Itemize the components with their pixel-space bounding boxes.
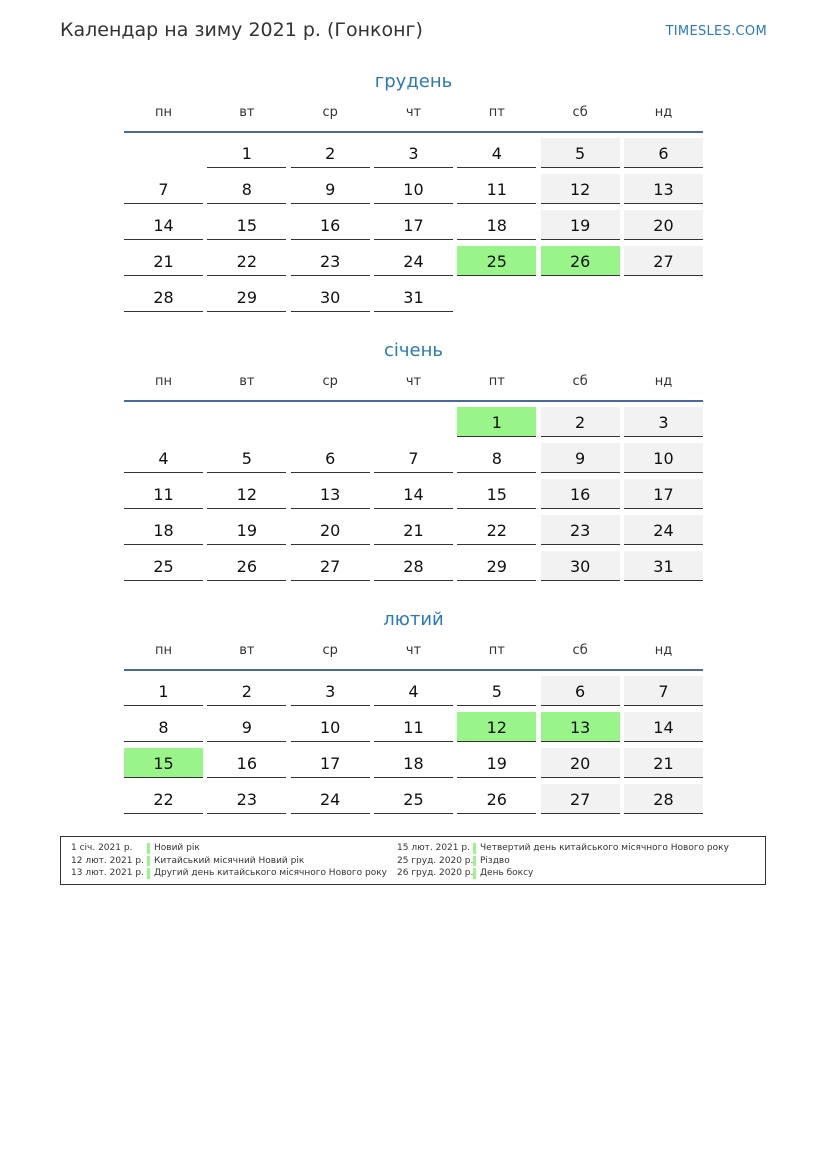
day-cell: 8 xyxy=(207,174,286,204)
weekday-label: пн xyxy=(155,643,172,658)
legend-item xyxy=(397,867,534,880)
weekend-day-cell: 30 xyxy=(541,551,620,581)
day-cell: 1 xyxy=(124,676,203,706)
day-cell: 25 xyxy=(124,551,203,581)
legend-holiday-name: Різдво xyxy=(480,855,510,866)
day-cell: 7 xyxy=(374,443,453,473)
day-cell: 3 xyxy=(291,676,370,706)
weekday-label: ср xyxy=(322,105,338,120)
month-january xyxy=(124,336,703,581)
weekend-day-cell: 27 xyxy=(624,246,703,276)
weekday-label: пт xyxy=(488,643,505,658)
weekday-label: пт xyxy=(488,105,505,120)
legend-date: 25 груд. 2020 р. xyxy=(397,855,474,866)
weekend-day-cell: 17 xyxy=(624,479,703,509)
weekend-day-cell: 23 xyxy=(541,515,620,545)
weekend-day-cell: 28 xyxy=(624,784,703,814)
day-cell: 16 xyxy=(207,748,286,778)
day-cell: 5 xyxy=(207,443,286,473)
day-cell: 26 xyxy=(207,551,286,581)
weekday-label: вт xyxy=(239,105,255,120)
weekday-label: нд xyxy=(654,643,673,658)
day-grid xyxy=(124,407,703,581)
day-cell: 14 xyxy=(374,479,453,509)
day-cell: 14 xyxy=(124,210,203,240)
day-cell: 3 xyxy=(374,138,453,168)
day-cell: 22 xyxy=(124,784,203,814)
weekday-label: вт xyxy=(239,643,255,658)
empty-cell xyxy=(291,407,370,437)
day-cell: 5 xyxy=(457,676,536,706)
weekday-label: нд xyxy=(654,374,673,389)
weekend-day-cell: 14 xyxy=(624,712,703,742)
day-cell: 7 xyxy=(124,174,203,204)
empty-cell xyxy=(374,407,453,437)
holiday-color-marker xyxy=(147,856,150,867)
day-cell: 19 xyxy=(457,748,536,778)
day-cell: 28 xyxy=(374,551,453,581)
month-name: грудень xyxy=(374,71,453,92)
legend-date: 13 лют. 2021 р. xyxy=(71,868,144,878)
weekday-label: пн xyxy=(155,374,172,389)
day-cell: 24 xyxy=(374,246,453,276)
holiday-day-cell: 26 xyxy=(541,246,620,276)
month-february xyxy=(124,605,703,814)
day-cell: 4 xyxy=(124,443,203,473)
holiday-day-cell: 13 xyxy=(541,712,620,742)
legend-holiday-name: Другий день китайського місячного Нового року xyxy=(154,868,387,878)
day-cell: 21 xyxy=(374,515,453,545)
legend-date: 26 груд. 2020 р. xyxy=(397,868,474,878)
day-cell: 29 xyxy=(457,551,536,581)
weekday-label: нд xyxy=(654,105,673,120)
weekend-day-cell: 16 xyxy=(541,479,620,509)
legend-item xyxy=(71,842,200,855)
legend-column-left xyxy=(71,842,387,880)
day-cell: 6 xyxy=(291,443,370,473)
day-cell: 22 xyxy=(457,515,536,545)
legend-holiday-name: Четвертий день китайського місячного Нового року xyxy=(480,843,729,853)
legend-item xyxy=(397,842,729,855)
day-cell: 27 xyxy=(291,551,370,581)
day-cell: 2 xyxy=(291,138,370,168)
weekday-label: сб xyxy=(572,105,588,120)
weekday-label: чт xyxy=(405,643,422,658)
weekday-label: пт xyxy=(488,374,505,389)
header-divider xyxy=(124,131,703,133)
weekend-day-cell: 3 xyxy=(624,407,703,437)
day-cell: 30 xyxy=(291,282,370,312)
page-title: Календар на зиму 2021 р. (Гонконг) xyxy=(60,19,423,41)
holiday-day-cell: 15 xyxy=(124,748,203,778)
legend-item xyxy=(71,867,387,880)
weekday-header xyxy=(124,641,703,669)
legend-date: 1 січ. 2021 р. xyxy=(71,843,133,853)
weekend-day-cell: 2 xyxy=(541,407,620,437)
weekend-day-cell: 31 xyxy=(624,551,703,581)
day-cell: 19 xyxy=(207,515,286,545)
weekday-label: ср xyxy=(322,374,338,389)
day-cell: 22 xyxy=(207,246,286,276)
legend-date: 15 лют. 2021 р. xyxy=(397,843,470,853)
legend-holiday-name: Китайський місячний Новий рік xyxy=(154,855,305,866)
month-december xyxy=(124,67,703,312)
legend-date: 12 лют. 2021 р. xyxy=(71,855,144,866)
holiday-color-marker xyxy=(473,843,476,854)
weekday-header xyxy=(124,372,703,400)
weekday-label: сб xyxy=(572,374,588,389)
weekend-day-cell: 5 xyxy=(541,138,620,168)
day-cell: 9 xyxy=(207,712,286,742)
day-cell: 16 xyxy=(291,210,370,240)
empty-cell xyxy=(457,282,536,312)
day-cell: 26 xyxy=(457,784,536,814)
legend-holiday-name: День боксу xyxy=(480,868,534,878)
day-cell: 18 xyxy=(374,748,453,778)
day-cell: 17 xyxy=(374,210,453,240)
weekday-label: чт xyxy=(405,374,422,389)
weekend-day-cell: 12 xyxy=(541,174,620,204)
weekend-day-cell: 6 xyxy=(541,676,620,706)
empty-cell xyxy=(207,407,286,437)
day-cell: 24 xyxy=(291,784,370,814)
holiday-color-marker xyxy=(147,868,150,879)
day-cell: 4 xyxy=(457,138,536,168)
day-cell: 18 xyxy=(124,515,203,545)
empty-cell xyxy=(124,407,203,437)
weekend-day-cell: 20 xyxy=(624,210,703,240)
legend-item xyxy=(397,855,510,868)
brand-link[interactable]: TIMESLES.COM xyxy=(665,24,767,39)
legend-item xyxy=(71,855,305,868)
day-cell: 15 xyxy=(457,479,536,509)
holiday-color-marker xyxy=(473,868,476,879)
day-cell: 9 xyxy=(291,174,370,204)
holiday-color-marker xyxy=(147,843,150,854)
day-grid xyxy=(124,138,703,312)
day-cell: 17 xyxy=(291,748,370,778)
day-cell: 11 xyxy=(374,712,453,742)
holiday-day-cell: 25 xyxy=(457,246,536,276)
holiday-legend xyxy=(60,836,766,885)
weekend-day-cell: 13 xyxy=(624,174,703,204)
day-cell: 23 xyxy=(207,784,286,814)
day-cell: 18 xyxy=(457,210,536,240)
weekday-label: ср xyxy=(322,643,338,658)
weekday-label: чт xyxy=(405,105,422,120)
weekday-label: сб xyxy=(572,643,588,658)
day-cell: 21 xyxy=(124,246,203,276)
day-cell: 28 xyxy=(124,282,203,312)
weekend-day-cell: 27 xyxy=(541,784,620,814)
weekend-day-cell: 20 xyxy=(541,748,620,778)
day-cell: 12 xyxy=(207,479,286,509)
day-cell: 20 xyxy=(291,515,370,545)
legend-column-right xyxy=(397,842,729,880)
empty-cell xyxy=(624,282,703,312)
day-cell: 23 xyxy=(291,246,370,276)
header-divider xyxy=(124,669,703,671)
day-cell: 15 xyxy=(207,210,286,240)
holiday-day-cell: 12 xyxy=(457,712,536,742)
day-cell: 10 xyxy=(374,174,453,204)
day-cell: 10 xyxy=(291,712,370,742)
day-cell: 4 xyxy=(374,676,453,706)
empty-cell xyxy=(541,282,620,312)
weekend-day-cell: 7 xyxy=(624,676,703,706)
weekend-day-cell: 24 xyxy=(624,515,703,545)
weekend-day-cell: 10 xyxy=(624,443,703,473)
weekday-label: пн xyxy=(155,105,172,120)
empty-cell xyxy=(124,138,203,168)
weekend-day-cell: 21 xyxy=(624,748,703,778)
legend-holiday-name: Новий рік xyxy=(154,843,200,853)
day-grid xyxy=(124,676,703,814)
weekday-label: вт xyxy=(239,374,255,389)
month-name: лютий xyxy=(383,609,444,630)
holiday-color-marker xyxy=(473,856,476,867)
day-cell: 29 xyxy=(207,282,286,312)
day-cell: 11 xyxy=(124,479,203,509)
day-cell: 25 xyxy=(374,784,453,814)
weekend-day-cell: 19 xyxy=(541,210,620,240)
day-cell: 13 xyxy=(291,479,370,509)
header-divider xyxy=(124,400,703,402)
weekend-day-cell: 6 xyxy=(624,138,703,168)
day-cell: 2 xyxy=(207,676,286,706)
day-cell: 11 xyxy=(457,174,536,204)
weekday-header xyxy=(124,103,703,131)
day-cell: 1 xyxy=(207,138,286,168)
month-name: січень xyxy=(384,340,443,361)
day-cell: 31 xyxy=(374,282,453,312)
holiday-day-cell: 1 xyxy=(457,407,536,437)
day-cell: 8 xyxy=(457,443,536,473)
weekend-day-cell: 9 xyxy=(541,443,620,473)
day-cell: 8 xyxy=(124,712,203,742)
